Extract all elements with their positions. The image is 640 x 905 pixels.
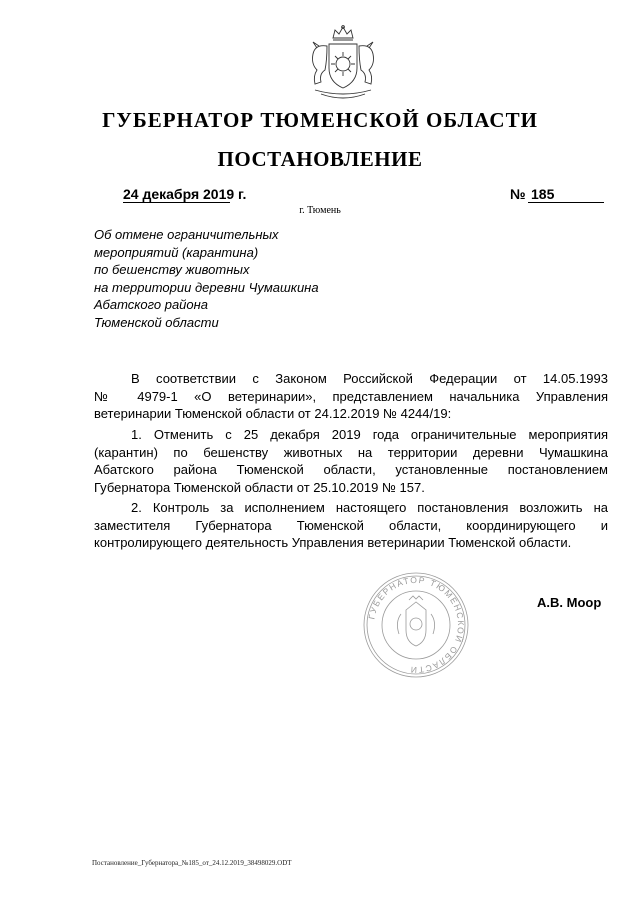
- paragraph-line: № 4979-1 «О ветеринарии», представлением начальника Управления: [94, 388, 608, 404]
- document-type: ПОСТАНОВЛЕНИЕ: [217, 147, 423, 171]
- paragraph-item-1: [94, 426, 608, 497]
- signature-name: А.В. Моор: [537, 595, 602, 610]
- official-seal-stamp: [361, 570, 471, 680]
- subject-line: Об отмене ограничительных: [94, 227, 279, 242]
- paragraph-line: 1. Отменить с 25 декабря 2019 года ограничительные мероприятия: [131, 427, 608, 442]
- authority-title: ГУБЕРНАТОР ТЮМЕНСКОЙ ОБЛАСТИ: [102, 108, 538, 132]
- subject-line: на территории деревни Чумашкина: [94, 279, 319, 295]
- footer-filename: Постановление_Губернатора_№185_от_24.12.2019_38498029.ODT: [92, 859, 292, 867]
- subject-line: мероприятий (карантина): [94, 244, 259, 260]
- document-number: 185: [531, 186, 555, 202]
- subject-line: Тюменской области: [94, 314, 219, 330]
- paragraph-line: заместителя Губернатора Тюменской области, координирующего и: [94, 517, 608, 533]
- paragraph-line: В соответствии с Законом Российской Федерации от 14.05.1993: [131, 371, 608, 386]
- paragraph-line: Губернатора Тюменской области от 25.10.2019 № 157.: [94, 480, 425, 496]
- number-label: №: [510, 186, 526, 202]
- subject-line: Абатского района: [94, 297, 209, 312]
- subject-line: по бешенству животных: [94, 262, 250, 277]
- paragraph-line: ветеринарии Тюменской области от 24.12.2019 № 4244/19:: [94, 406, 452, 422]
- paragraph-line: контролирующего деятельность Управления ветеринарии Тюменской области.: [94, 535, 572, 551]
- document-subject: [94, 226, 319, 331]
- paragraph-line: Абатского района Тюменской области, установленные постановлением: [94, 462, 608, 478]
- city-label: г. Тюмень: [299, 205, 341, 216]
- paragraph-item-2: [94, 499, 608, 552]
- paragraph-line: 2. Контроль за исполнением настоящего постановления возложить на: [131, 500, 608, 515]
- paragraph-line: (карантин) по бешенству животных на территории деревни Чумашкина: [94, 444, 608, 460]
- document-date: 24 декабря 2019 г.: [123, 186, 247, 202]
- paragraph-preamble: [94, 370, 608, 423]
- coat-of-arms-emblem: [305, 24, 381, 102]
- seal-text: ГУБЕРНАТОР ТЮМЕНСКОЙ ОБЛАСТИ: [366, 574, 467, 676]
